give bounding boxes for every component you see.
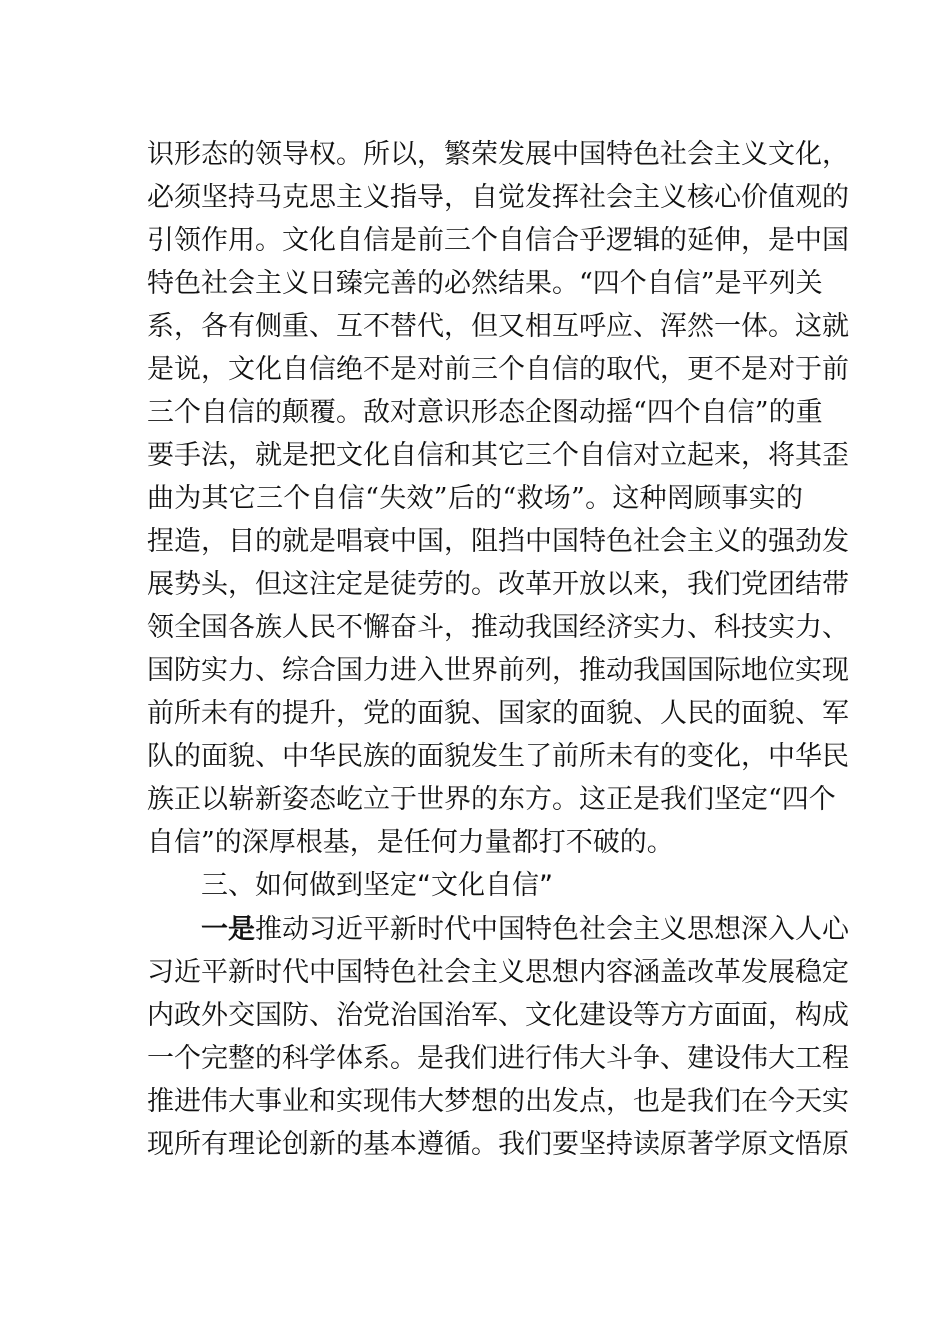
paragraph-line: 现所有理论创新的基本遵循。我们要坚持读原著学原文悟原: [147, 1129, 849, 1160]
paragraph-line: 系，各有侧重、互不替代，但又相互呼应、浑然一体。这就: [147, 311, 849, 342]
paragraph-line: 识形态的领导权。所以，繁荣发展中国特色社会主义文化，: [147, 139, 849, 170]
paragraph-line: 国防实力、综合国力进入世界前列，推动我国国际地位实现: [147, 655, 849, 686]
paragraph-line: 内政外交国防、治党治国治军、文化建设等方方面面，构成: [147, 1000, 849, 1031]
paragraph-line: 推进伟大事业和实现伟大梦想的出发点，也是我们在今天实: [147, 1086, 849, 1117]
paragraph-line: 曲为其它三个自信“失效”后的“救场”。这种罔顾事实的: [147, 483, 803, 514]
paragraph-line: 习近平新时代中国特色社会主义思想内容涵盖改革发展稳定: [147, 957, 849, 988]
paragraph-line: 是说，文化自信绝不是对前三个自信的取代，更不是对于前: [147, 354, 849, 385]
section-heading: 三、如何做到坚定“文化自信”: [201, 870, 553, 901]
paragraph-line: 特色社会主义日臻完善的必然结果。“四个自信”是平列关: [147, 268, 823, 299]
paragraph-line: [201, 910, 849, 950]
paragraph-line: 前所未有的提升，党的面貌、国家的面貌、人民的面貌、军: [147, 698, 849, 729]
paragraph-line: 引领作用。文化自信是前三个自信合乎逻辑的延伸，是中国: [147, 225, 849, 256]
paragraph-line: 三个自信的颠覆。敌对意识形态企图动摇“四个自信”的重: [147, 397, 823, 428]
paragraph-lead-rest: 推动习近平新时代中国特色社会主义思想深入人心: [255, 914, 849, 945]
paragraph-line: 要手法，就是把文化自信和其它三个自信对立起来，将其歪: [147, 440, 849, 471]
paragraph-line: 捏造，目的就是唱衰中国，阻挡中国特色社会主义的强劲发: [147, 526, 849, 557]
paragraph-line: 队的面貌、中华民族的面貌发生了前所未有的变化，中华民: [147, 741, 849, 772]
paragraph-line: 族正以崭新姿态屹立于世界的东方。这正是我们坚定“四个: [147, 784, 836, 815]
paragraph-line: 展势头，但这注定是徒劳的。改革开放以来，我们党团结带: [147, 569, 849, 600]
paragraph-line: 自信”的深厚根基，是任何力量都打不破的。: [147, 827, 674, 858]
paragraph-lead: 一是: [201, 914, 255, 945]
paragraph-line: 一个完整的科学体系。是我们进行伟大斗争、建设伟大工程: [147, 1043, 849, 1074]
paragraph-line: 领全国各族人民不懈奋斗，推动我国经济实力、科技实力、: [147, 612, 849, 643]
paragraph-line: 必须坚持马克思主义指导，自觉发挥社会主义核心价值观的: [147, 182, 849, 213]
